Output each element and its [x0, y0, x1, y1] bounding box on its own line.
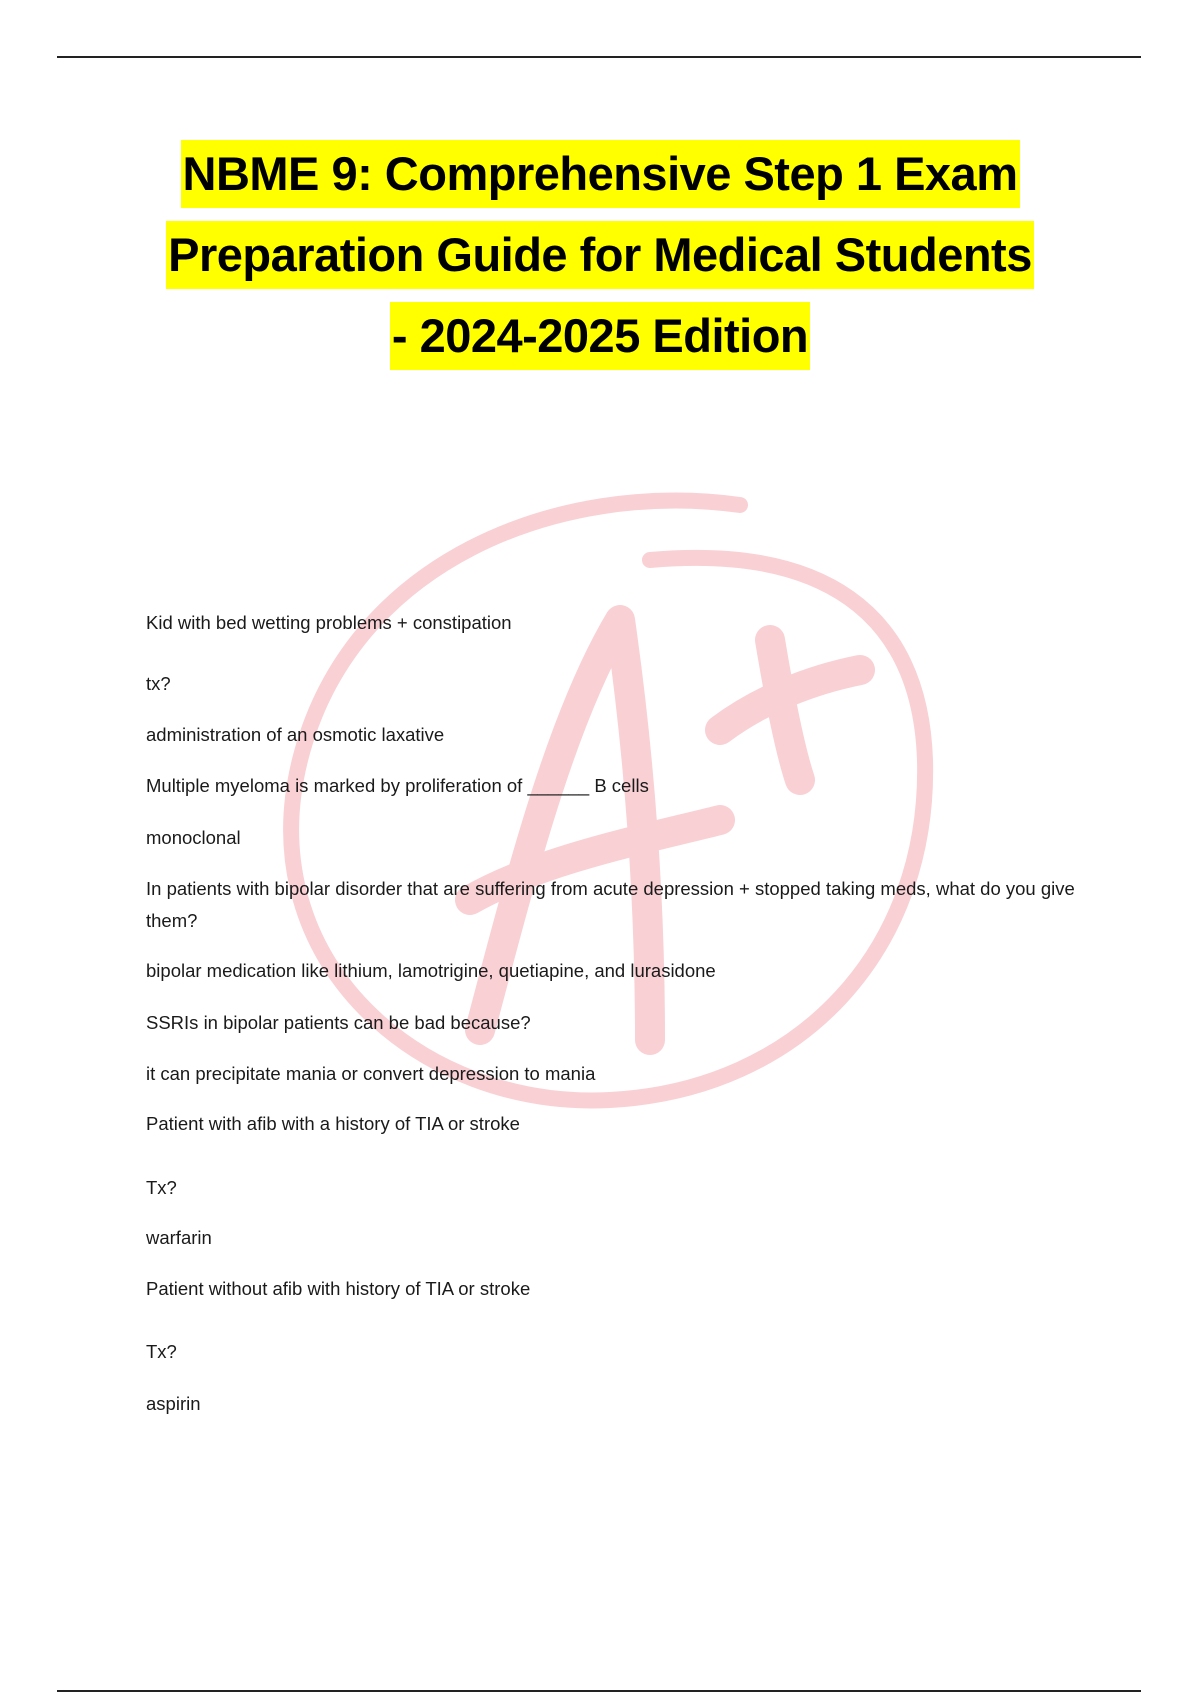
answer-text: aspirin: [146, 1393, 201, 1414]
title-line-2: Preparation Guide for Medical Students: [166, 221, 1034, 289]
question-text: Tx?: [146, 1341, 177, 1362]
answer-text: monoclonal: [146, 827, 241, 848]
question-text: Multiple myeloma is marked by proliferation of ______ B cells: [146, 775, 649, 796]
answer-text: it can precipitate mania or convert depression to mania: [146, 1063, 596, 1084]
title-line-1: NBME 9: Comprehensive Step 1 Exam: [181, 140, 1020, 208]
question-text: Tx?: [146, 1177, 177, 1198]
question-text: SSRIs in bipolar patients can be bad because?: [146, 1012, 531, 1033]
question-text: Kid with bed wetting problems + constipation: [146, 612, 512, 633]
bottom-rule: [57, 1690, 1141, 1692]
watermark-plus: [720, 640, 860, 780]
answer-text: warfarin: [146, 1227, 212, 1248]
title-line-3: - 2024-2025 Edition: [390, 302, 810, 370]
question-text: tx?: [146, 673, 171, 694]
answer-text: administration of an osmotic laxative: [146, 724, 445, 745]
answer-text: bipolar medication like lithium, lamotrigine, quetiapine, and lurasidone: [146, 960, 716, 981]
question-text: Patient with afib with a history of TIA or stroke: [146, 1113, 520, 1134]
question-text: Patient without afib with history of TIA or stroke: [146, 1278, 531, 1299]
top-rule: [57, 56, 1141, 58]
document-title: [0, 140, 1200, 383]
question-text: In patients with bipolar disorder that are suffering from acute depression + stopped taking meds, what do you give them?: [146, 878, 1075, 931]
